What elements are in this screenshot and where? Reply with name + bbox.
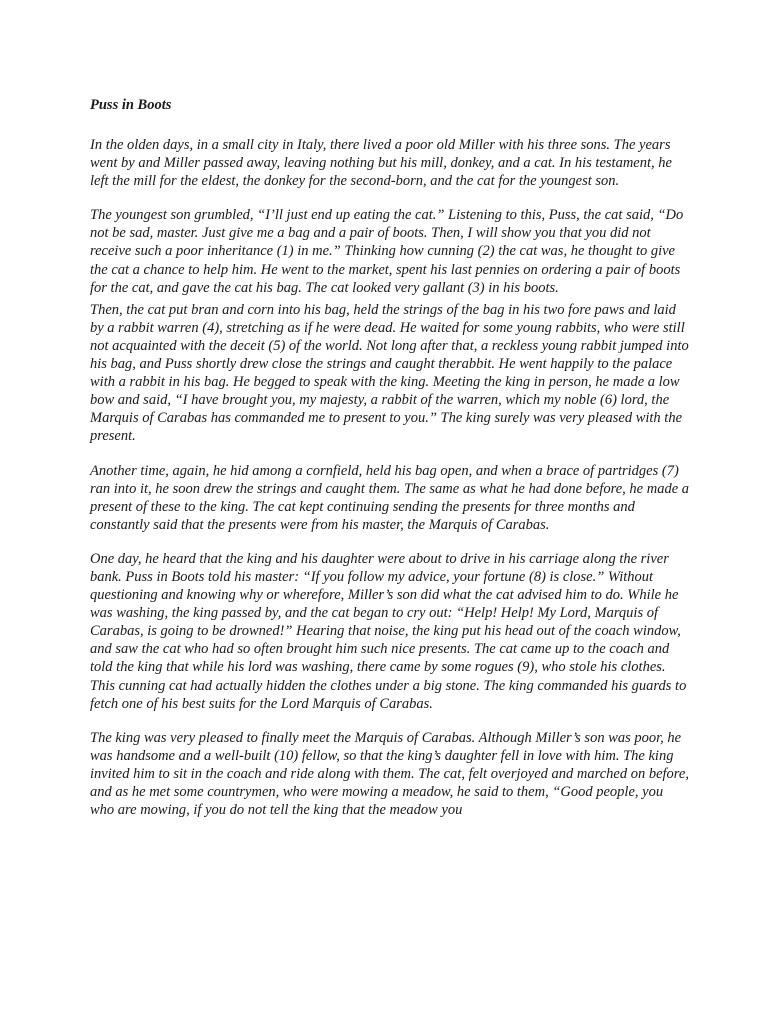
document-body (90, 96, 690, 819)
paragraph-1: In the olden days, in a small city in Italy, there lived a poor old Miller with his three sons. The years went by and Miller passed away, leaving nothing but his mill, donkey, and a cat. In his testament, he left the mill for the eldest, the donkey for the second-born, and the cat for the youngest son. (90, 137, 672, 190)
paragraph-5: One day, he heard that the king and his daughter were about to drive in his carriage along the river bank. Puss in Boots told his master: “If you follow my advice, your fortune (8) is close.” Without questioning and knowing why or wherefore, Miller’s son did what the cat advised him to do. While he was washing, the king passed by, and the cat began to cry out: “Help! Help! My Lord, Marquis of Carabas, is going to be drowned!” Hearing that noise, the king put his head out of the coach window, and saw the cat who had so often brought him such nice presents. The cat came up to the coach and told the king that while his lord was washing, there came by some rogues (9), who stole his clothes. This cunning cat had actually hidden the clothes under a big stone. The king commanded his guards to fetch one of his best suits for the Lord Marquis of Carabas. (90, 550, 687, 712)
paragraph-3: Then, the cat put bran and corn into his bag, held the strings of the bag in his two fore paws and laid by a rabbit warren (4), stretching as if he were dead. He waited for some young rabbits, who were still not acquainted with the deceit (5) of the world. Not long after that, a reckless young rabbit jumped into his bag, and Puss shortly drew close the strings and caught therabbit. He went happily to the palace with a rabbit in his bag. He begged to speak with the king. Meeting the king in person, he made a low bow and said, “I have brought you, my majesty, a rabbit of the warren, which my noble (6) lord, the Marquis of Carabas has commanded me to present to you.” The king surely was very pleased with the present. (90, 301, 689, 445)
paragraph-6: The king was very pleased to finally meet the Marquis of Carabas. Although Miller’s son was poor, he was handsome and a well-built (10) fellow, so that the king’s daughter fell in love with him. The king invited him to sit in the coach and ride along with them. The cat, felt overjoyed and marched on before, and as he met some countrymen, who were mowing a meadow, he said to them, “Good people, you who are mowing, if you do not tell the king that the meadow you (90, 729, 689, 819)
document-title: Puss in Boots (90, 97, 172, 113)
paragraph-2: The youngest son grumbled, “I’ll just end up eating the cat.” Listening to this, Puss, the cat said, “Do not be sad, master. Just give me a bag and a pair of boots. Then, I will show you that you did not receive such a poor inheritance (1) in me.” Thinking how cunning (2) the cat was, he thought to give the cat a chance to help him. He went to the market, spent his last pennies on ordering a pair of boots for the cat, and gave the cat his bag. The cat looked very gallant (3) in his boots. (90, 207, 684, 296)
paragraph-4: Another time, again, he hid among a cornfield, held his bag open, and when a brace of partridges (7) ran into it, he soon drew the strings and caught them. The same as what he had done before, he made a present of these to the king. The cat kept continuing sending the presents for three months and constantly said that the presents were from his master, the Marquis of Carabas. (90, 462, 690, 533)
